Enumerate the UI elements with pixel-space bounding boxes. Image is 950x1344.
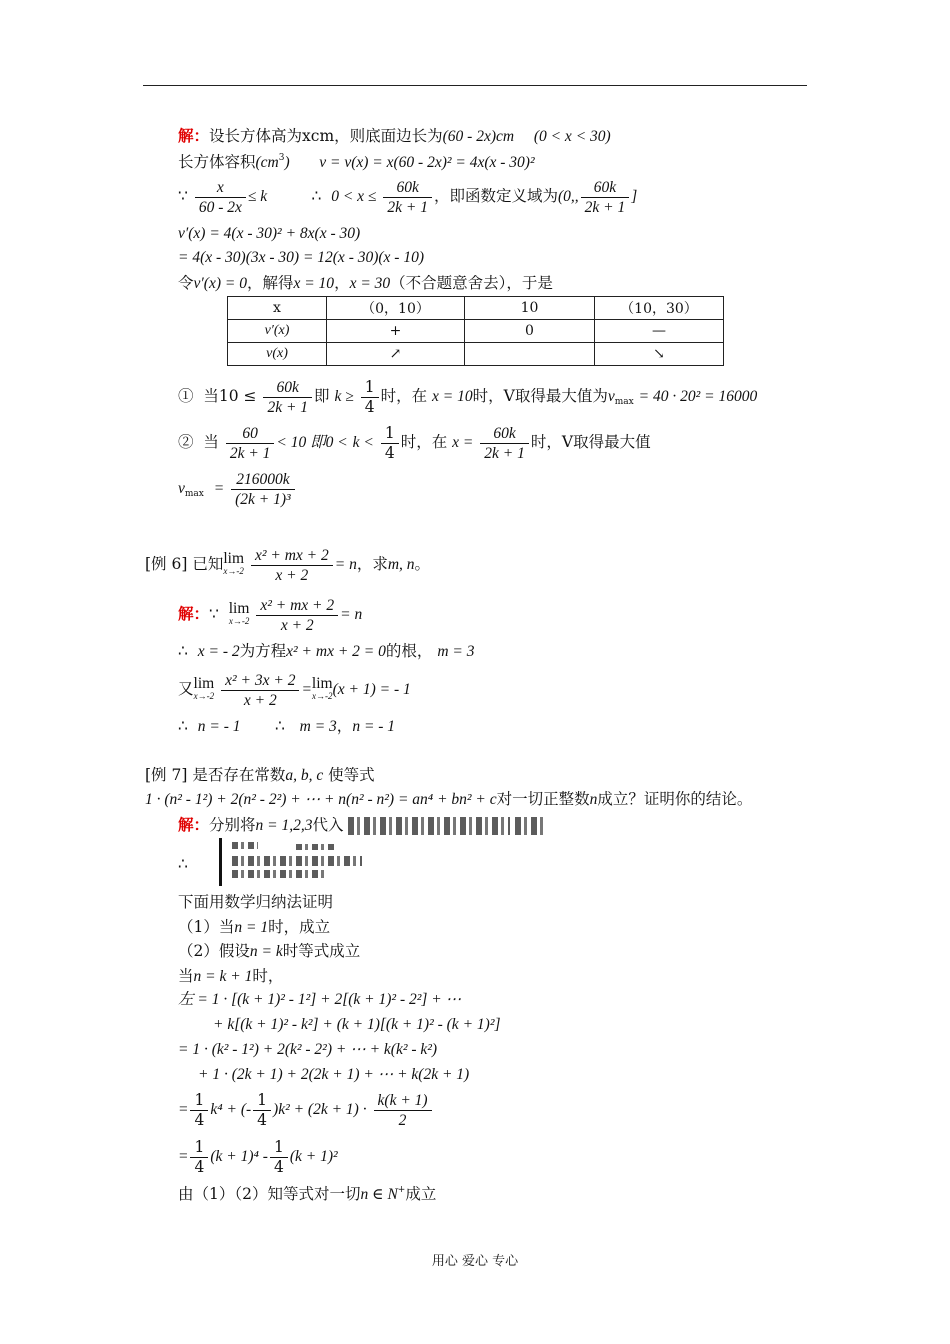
example-6-solution-2: ∴ x = - 2为方程x² + mx + 2 = 0的根， m = 3	[178, 642, 475, 660]
vmax-result: $v_{max}$ = $\frac{216000k}{\text{(2k + 1)³}}$	[178, 466, 297, 511]
derivation-line-5: = $\frac{1}{4}$ k⁴ + (- $\frac{1}{4}$ )k² + (2k + 1) · $\frac{k(k + 1)}{2}$	[178, 1087, 434, 1132]
example-6-question: [例 6] 已知lim x→-2 $\frac{\text{x² + mx + 2}}{x + 2}$ = n，求m, n。	[145, 546, 431, 584]
table-cell: v(x)	[228, 343, 327, 366]
sign-table	[227, 296, 724, 366]
table-cell: 0	[465, 320, 595, 343]
table-cell: —	[595, 320, 724, 343]
illegible-equation-image	[232, 842, 258, 849]
illegible-equation-image	[232, 856, 362, 866]
conclusion: 由（1）（2）知等式对一切n ∈ N+成立	[178, 1185, 437, 1203]
table-cell: v′(x)	[228, 320, 327, 343]
table-cell: 10	[465, 297, 595, 320]
solution-label: 解：	[178, 126, 210, 145]
case-1: ① 当10 ≤ $\frac{60k}{2k + 1}$ 即 k ≥ $\frac{1}{4}$ 时，在 x = 10时，V取得最大值为$v_{max} = 40 \cdot 20^2 = 16000$	[178, 377, 758, 416]
fraction: $\frac{x}{60 - 2x}$	[195, 178, 246, 217]
sol5-line-3: ∵ $\frac{x}{60 - 2x}$ ≤ k ∴ 0 < x ≤ $\frac{60k}{2k + 1}$ ，即函数定义域为(0,, $\frac{60k}{2k + 1}$ ]	[178, 178, 638, 216]
sol5-line-2: 长方体容积$(cm^3)$ v = v(x) = x(60 - 2x)² = 4x(x - 30)²	[178, 153, 535, 171]
increasing-arrow: ↗	[327, 343, 465, 366]
example-6-solution-3: 又lim x→-2 $\frac{\text{x² + 3x + 2}}{x + 2}$ =lim x→-2 (x + 1) = - 1	[178, 671, 411, 709]
derivation-line-2: + k[(k + 1)² - k²] + (k + 1)[(k + 1)² - (k + 1)²]	[213, 1016, 501, 1033]
case-2: ② 当 $\frac{60}{2k + 1}$ < 10 即0 < k < $\frac{1}{4}$ 时，在 x = $\frac{60k}{2k + 1}$ 时，V取得最大值	[178, 423, 651, 462]
table-cell: （10，30）	[595, 297, 724, 320]
table-cell: x	[228, 297, 327, 320]
example-7-therefore: ∴	[178, 855, 188, 873]
induction-step-1: （1）当n = 1时，成立	[178, 918, 331, 936]
example-6-solution-4: ∴ n = - 1 ∴ m = 3，n = - 1	[178, 717, 396, 735]
illegible-equation-image	[348, 817, 510, 835]
page-footer: 用心 爱心 专心	[431, 1254, 519, 1269]
illegible-equation-image	[515, 817, 543, 835]
induction-step-3: 当n = k + 1时，	[178, 967, 284, 985]
sol5-line-1: 解：设长方体高为xcm，则底面边长为(60 - 2x)cm (0 < x < 30)	[178, 126, 611, 145]
fraction: $\frac{60k}{2k + 1}$	[581, 178, 630, 217]
table-cell: （0，10）	[327, 297, 465, 320]
system-brace	[219, 838, 222, 886]
example-7-question-1: [例 7] 是否存在常数a, b, c 使等式	[145, 766, 375, 784]
sol5-line-6: 令v′(x) = 0，解得x = 10，x = 30（不合题意舍去），于是	[178, 274, 553, 292]
sol5-line-5: = 4(x - 30)(3x - 30) = 12(x - 30)(x - 10)	[178, 249, 425, 266]
table-cell: +	[327, 320, 465, 343]
induction-intro: 下面用数学归纳法证明	[178, 893, 334, 911]
illegible-equation-image	[232, 870, 328, 878]
example-6-solution-1: 解：∵ lim x→-2 $\frac{\text{x² + mx + 2}}{x + 2}$ = n	[178, 596, 363, 634]
derivation-line-4: + 1 · (2k + 1) + 2(2k + 1) + ⋯ + k(2k + 1)	[198, 1066, 470, 1083]
table-cell	[465, 343, 595, 366]
decreasing-arrow: ↘	[595, 343, 724, 366]
header-rule	[143, 85, 807, 86]
illegible-equation-image	[296, 844, 336, 850]
sol5-line-4: v′(x) = 4(x - 30)² + 8x(x - 30)	[178, 225, 361, 242]
derivation-line-1: 左 = 1 · [(k + 1)² - 1²] + 2[(k + 1)² - 2²] + ⋯	[178, 991, 462, 1008]
derivation-line-3: = 1 · (k² - 1²) + 2(k² - 2²) + ⋯ + k(k² - k²)	[178, 1041, 438, 1058]
example-7-solution-1: 解：分别将n = 1,2,3代入	[178, 815, 543, 836]
example-7-question-2: 1 · (n² - 1²) + 2(n² - 2²) + ⋯ + n(n² - n²) = an⁴ + bn² + c对一切正整数n成立？证明你的结论。	[145, 790, 753, 808]
derivation-line-6: = $\frac{1}{4}$ (k + 1)⁴ - $\frac{1}{4}$ (k + 1)²	[178, 1137, 338, 1176]
fraction: $\frac{60k}{2k + 1}$	[383, 178, 432, 217]
induction-step-2: （2）假设n = k时等式成立	[178, 942, 361, 960]
